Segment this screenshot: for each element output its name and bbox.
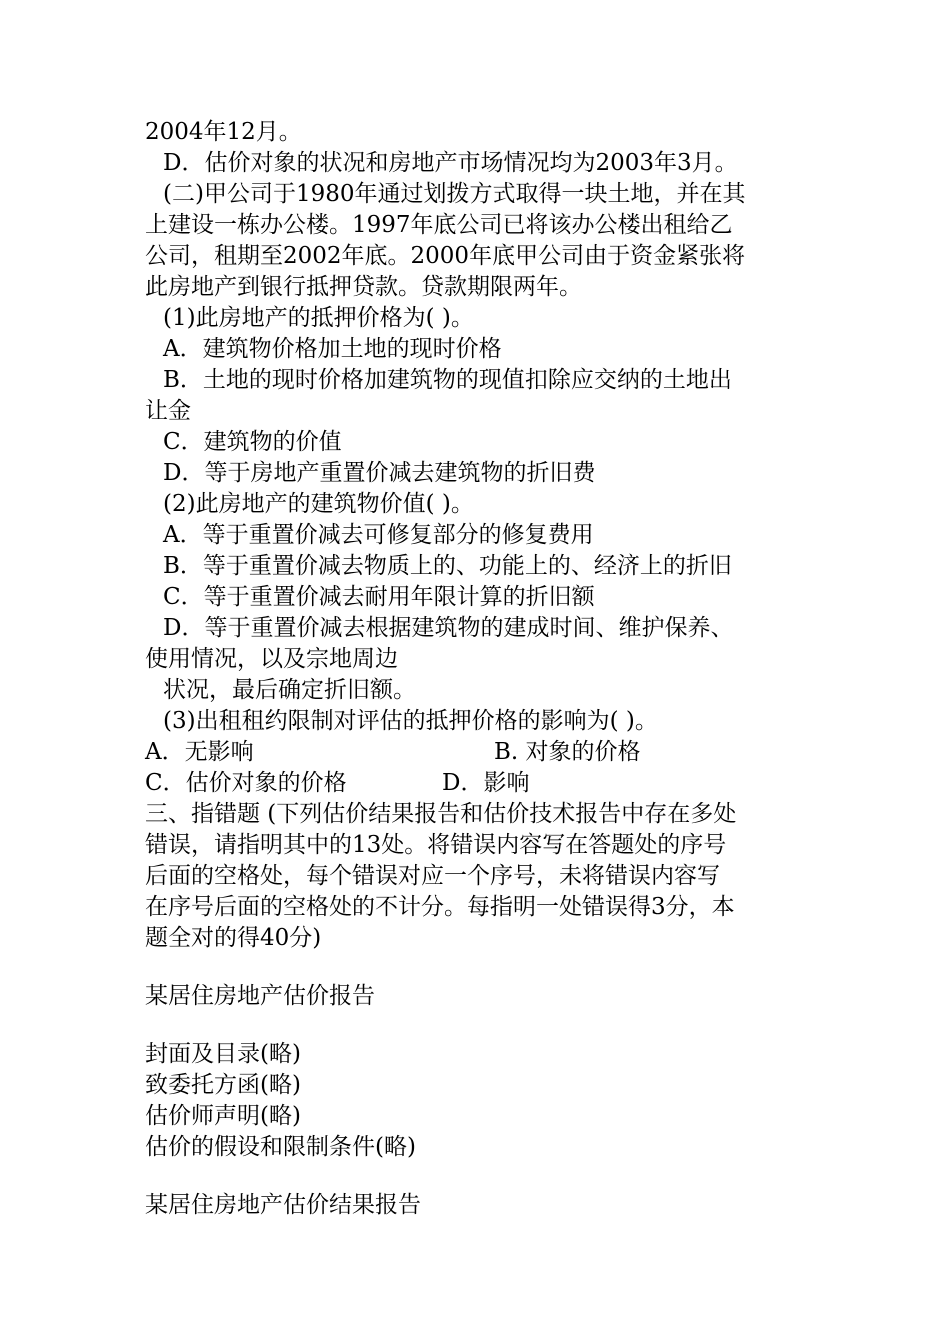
section3-line: 在序号后面的空格处的不计分。每指明一处错误得3分，本 [145, 894, 735, 920]
text-line: 使用情况，以及宗地周边 [145, 646, 398, 672]
document-page [145, 117, 815, 1221]
options-row-1 [145, 737, 815, 768]
result-title: 某居住房地产估价结果报告 [145, 1192, 421, 1218]
text-line: 公司，租期至2002年底。2000年底甲公司由于资金紧张将 [145, 243, 746, 269]
text-line: B．土地的现时价格加建筑物的现值扣除应交纳的土地出 [163, 367, 732, 393]
text-line: 状况，最后确定折旧额。 [163, 677, 416, 703]
text-line: C．等于重置价减去耐用年限计算的折旧额 [163, 584, 595, 610]
text-line: A．等于重置价减去可修复部分的修复费用 [163, 522, 594, 548]
text-line: 上建设一栋办公楼。1997年底公司已将该办公楼出租给乙 [145, 212, 733, 238]
section3-line: 题全对的得40分) [145, 925, 322, 951]
section3-line: 错误，请指明其中的13处。将错误内容写在答题处的序号 [145, 832, 727, 858]
text-line: 2004年12月。 [145, 119, 302, 145]
report-item: 估价的假设和限制条件(略) [145, 1134, 416, 1160]
option-d: D．影响 [442, 770, 530, 796]
text-line: (二)甲公司于1980年通过划拨方式取得一块土地，并在其 [163, 181, 746, 207]
text-line: D．估价对象的状况和房地产市场情况均为2003年3月。 [163, 150, 738, 176]
option-a: A．无影响 [145, 739, 254, 765]
text-line: C．建筑物的价值 [163, 429, 342, 455]
text-line: 让金 [145, 398, 191, 424]
text-line: (1)此房地产的抵押价格为( )。 [163, 305, 474, 331]
spacer [145, 1163, 815, 1190]
text-line: B．等于重置价减去物质上的、功能上的、经济上的折旧 [163, 553, 732, 579]
section3-line: 三、指错题 (下列估价结果报告和估价技术报告中存在多处 [145, 801, 737, 827]
text-line: 此房地产到银行抵押贷款。贷款期限两年。 [145, 274, 582, 300]
report-item: 估价师声明(略) [145, 1103, 301, 1129]
report-item: 致委托方函(略) [145, 1072, 301, 1098]
section3-line: 后面的空格处，每个错误对应一个序号，未将错误内容写 [145, 863, 720, 889]
option-c: C．估价对象的价格 [145, 770, 347, 796]
options-row-2 [145, 768, 815, 799]
text-line: (3)出租租约限制对评估的抵押价格的影响为( )。 [163, 708, 658, 734]
report-item: 封面及目录(略) [145, 1041, 301, 1067]
text-line: D．等于重置价减去根据建筑物的建成时间、维护保养、 [163, 615, 734, 641]
text-line: A．建筑物价格加土地的现时价格 [163, 336, 502, 362]
spacer [145, 1012, 815, 1039]
option-b: B. 对象的价格 [494, 739, 641, 765]
spacer [145, 954, 815, 981]
text-line: D．等于房地产重置价减去建筑物的折旧费 [163, 460, 596, 486]
question-block [145, 117, 815, 737]
text-line: (2)此房地产的建筑物价值( )。 [163, 491, 474, 517]
report-title: 某居住房地产估价报告 [145, 983, 375, 1009]
